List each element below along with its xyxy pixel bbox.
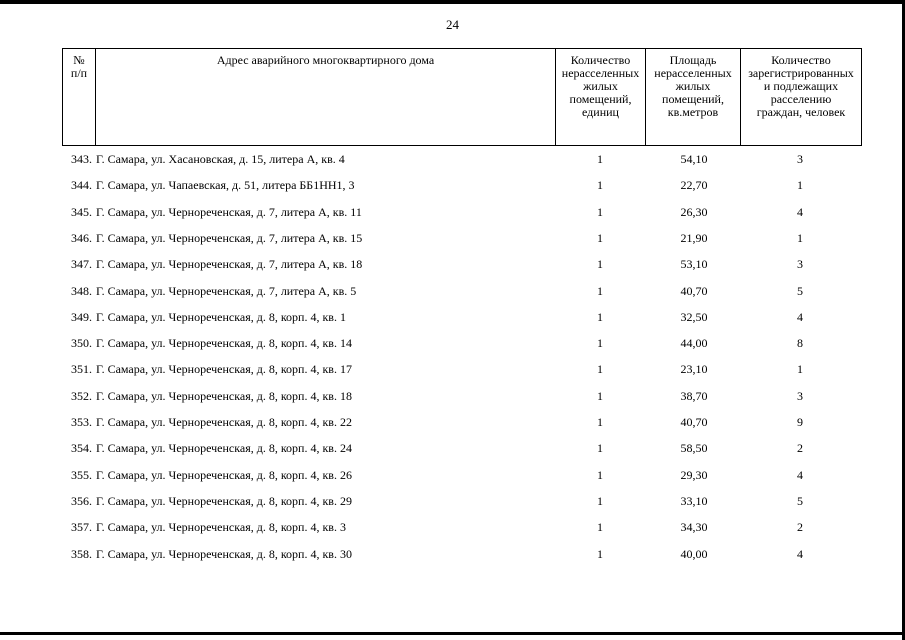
header-line: № [73,53,85,67]
row-people: 1 [797,362,803,377]
row-area: 33,10 [680,493,708,508]
row-area: 26,30 [680,204,708,219]
row-area: 38,70 [680,388,708,403]
row-rooms: 1 [597,467,603,482]
row-number: 348. [71,283,92,298]
header-line: помещений, [569,92,632,106]
row-number: 343. [71,152,92,166]
row-address: Г. Самара, ул. Чернореченская, д. 8, корп. 4, кв. 29 [96,493,352,508]
row-area: 53,10 [680,257,708,272]
row-number: 352. [71,388,92,403]
row-rooms: 1 [597,257,603,272]
header-line: помещений, [662,92,724,106]
row-address: Г. Самара, ул. Чернореченская, д. 8, корп. 4, кв. 1 [96,309,346,324]
row-people: 2 [797,520,803,535]
row-rooms: 1 [597,441,603,456]
row-people: 4 [797,546,803,561]
header-line: Количество [570,53,631,67]
row-area: 34,30 [680,520,708,535]
row-rooms: 1 [597,415,603,429]
row-number: 353. [71,415,92,429]
table-row [0,520,905,546]
header-line: единиц [582,105,619,119]
table-row [0,205,905,231]
row-number: 351. [71,362,92,377]
table-row [0,362,905,388]
header-line: и подлежащих [763,79,839,93]
row-rooms: 1 [597,152,603,166]
row-area: 40,70 [680,415,708,429]
table-row [0,441,905,467]
row-rooms: 1 [597,204,603,219]
row-rooms: 1 [597,520,603,535]
table-row [0,494,905,520]
row-rooms: 1 [597,546,603,561]
header-line: Количество [771,53,831,67]
row-number: 356. [71,493,92,508]
header-line: Площадь [669,53,717,67]
header-line: п/п [70,66,88,80]
row-number: 346. [71,230,92,245]
header-line: граждан, человек [756,105,846,119]
row-number: 350. [71,336,92,351]
row-people: 3 [797,388,803,403]
table-row [0,415,905,441]
row-rooms: 1 [597,388,603,403]
row-address: Г. Самара, ул. Хасановская, д. 15, литера А, кв. 4 [96,152,345,166]
row-area: 40,00 [680,546,708,561]
row-area: 23,10 [680,362,708,377]
table-row [0,178,905,204]
row-people: 1 [797,178,803,193]
row-rooms: 1 [597,178,603,193]
row-address: Г. Самара, ул. Чернореченская, д. 8, корп. 4, кв. 24 [96,441,352,456]
row-number: 344. [71,178,92,193]
header-line: зарегистрированных [748,66,854,80]
row-address: Г. Самара, ул. Чернореченская, д. 7, литера А, кв. 18 [96,257,363,272]
top-border [0,0,905,4]
header-line: жилых [583,79,618,93]
row-address: Г. Самара, ул. Чернореченская, д. 8, корп. 4, кв. 22 [96,415,352,429]
row-people: 1 [797,230,803,245]
row-address: Г. Самара, ул. Чернореченская, д. 8, корп. 4, кв. 14 [96,336,352,351]
row-number: 349. [71,309,92,324]
row-number: 357. [71,520,92,535]
table-row [0,310,905,336]
row-people: 3 [797,152,803,166]
row-address: Г. Самара, ул. Чернореченская, д. 7, литера А, кв. 5 [96,283,357,298]
table-row [0,231,905,257]
table-row [0,152,905,178]
row-people: 4 [797,309,803,324]
row-address: Г. Самара, ул. Чернореченская, д. 8, корп. 4, кв. 17 [96,362,352,377]
row-area: 44,00 [680,336,708,351]
header-line: нерасселенных [654,66,732,80]
header-line: кв.метров [667,105,719,119]
row-number: 358. [71,546,92,561]
row-area: 32,50 [680,309,708,324]
row-number: 355. [71,467,92,482]
header-line: нерасселенных [561,66,640,80]
row-people: 8 [797,336,803,351]
row-rooms: 1 [597,336,603,351]
row-rooms: 1 [597,309,603,324]
row-area: 21,90 [680,230,708,245]
header-line: Адрес аварийного многоквартирного дома [216,53,435,67]
header-col-people [740,48,862,146]
row-area: 54,10 [680,152,708,166]
header-line: жилых [675,79,711,93]
header-col-area [645,48,740,146]
table-row [0,389,905,415]
row-people: 4 [797,204,803,219]
table-row [0,257,905,283]
row-area: 29,30 [680,467,708,482]
table-row [0,547,905,573]
header-col-number [62,48,95,146]
row-address: Г. Самара, ул. Чернореченская, д. 8, корп. 4, кв. 3 [96,520,346,535]
row-address: Г. Самара, ул. Чернореченская, д. 8, корп. 4, кв. 26 [96,467,352,482]
row-address: Г. Самара, ул. Чернореченская, д. 8, корп. 4, кв. 18 [96,388,352,403]
row-number: 354. [71,441,92,456]
row-number: 345. [71,204,92,219]
row-people: 5 [797,493,803,508]
page-number: 24 [446,17,459,32]
row-rooms: 1 [597,493,603,508]
row-people: 3 [797,257,803,272]
table-row [0,336,905,362]
row-area: 58,50 [680,441,708,456]
row-area: 40,70 [680,283,708,298]
row-area: 22,70 [680,178,708,193]
bottom-border [0,632,905,635]
row-people: 5 [797,283,803,298]
row-rooms: 1 [597,283,603,298]
row-people: 4 [797,467,803,482]
header-col-address [95,48,555,146]
row-address: Г. Самара, ул. Чапаевская, д. 51, литера ББ1НН1, 3 [96,178,355,193]
row-rooms: 1 [597,230,603,245]
header-line: расселению [770,92,832,106]
row-address: Г. Самара, ул. Чернореченская, д. 7, литера А, кв. 11 [96,204,362,219]
row-people: 9 [797,415,803,429]
row-rooms: 1 [597,362,603,377]
row-address: Г. Самара, ул. Чернореченская, д. 8, корп. 4, кв. 30 [96,546,352,561]
header-col-rooms [555,48,645,146]
row-address: Г. Самара, ул. Чернореченская, д. 7, литера А, кв. 15 [96,230,363,245]
table-row [0,468,905,494]
row-people: 2 [797,441,803,456]
table-row [0,284,905,310]
row-number: 347. [71,257,92,272]
